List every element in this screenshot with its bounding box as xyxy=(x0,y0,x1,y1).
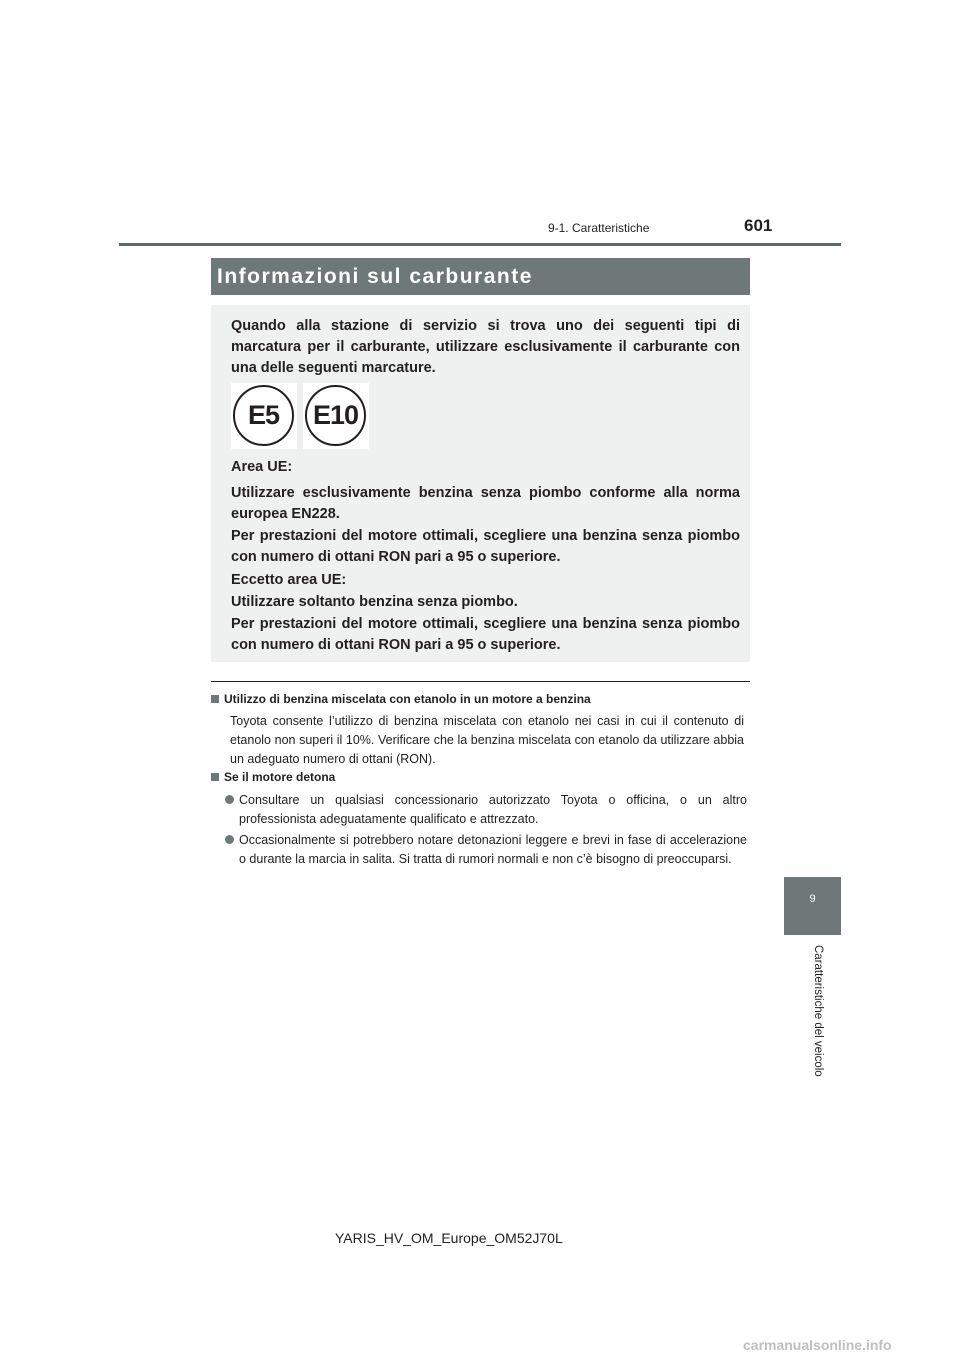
footer-document-code: YARIS_HV_OM_Europe_OM52J70L xyxy=(335,1230,563,1246)
eu-area-text-1: Utilizzare esclusivamente benzina senza piombo conforme alla norma europea EN228. xyxy=(231,485,740,522)
knock-bullet-2-text: Occasionalmente si potrebbero notare detonazioni leggere e brevi in fase di accelerazione o durante la marcia in salita. Si tratta di rumori normali e non c’è bisogno di preoccuparsi. xyxy=(239,833,747,866)
eu-area-text-2: Per prestazioni del motore ottimali, scegliere una benzina senza piombo con numero di ottani RON pari a 95 o superiore. xyxy=(231,528,740,565)
knock-bullet-1-text: Consultare un qualsiasi concessionario autorizzato Toyota o officina, o un altro professionista adeguatamente qualificato e attrezzato. xyxy=(239,793,747,826)
list-item xyxy=(225,791,747,829)
section-divider xyxy=(211,681,750,682)
square-bullet-icon xyxy=(211,773,219,781)
round-bullet-icon xyxy=(225,795,234,804)
non-eu-area-text-2: Per prestazioni del motore ottimali, scegliere una benzina senza piombo con numero di ottani RON pari a 95 o superiore. xyxy=(231,616,740,653)
round-bullet-icon xyxy=(225,835,234,844)
list-item xyxy=(225,831,747,869)
ethanol-section-text: Toyota consente l’utilizzo di benzina miscelata con etanolo nei casi in cui il contenuto di etanolo non superi il 10%. Verificare che la benzina miscelata con etanolo da utilizzare abbia un adeguato numero di ottani (RON). xyxy=(230,714,744,766)
non-eu-area-label: Eccetto area UE: xyxy=(231,572,347,588)
header-divider xyxy=(119,243,841,246)
e10-marking-icon xyxy=(303,383,369,449)
header-section-label: 9-1. Caratteristiche xyxy=(548,221,650,235)
e10-marking-label: E10 xyxy=(305,385,366,446)
eu-area-label: Area UE: xyxy=(231,459,293,475)
fuel-intro-text: Quando alla stazione di servizio si trova uno dei seguenti tipi di marcatura per il carburante, utilizzare esclusivamente il carburante con una delle seguenti marcature. xyxy=(231,318,740,376)
non-eu-area-text-1: Utilizzare soltanto benzina senza piombo. xyxy=(231,594,518,610)
ethanol-heading-text: Utilizzo di benzina miscelata con etanolo in un motore a benzina xyxy=(224,692,591,706)
watermark: carmanualsonline.info xyxy=(743,1337,892,1353)
square-bullet-icon xyxy=(211,695,219,703)
e5-marking-label: E5 xyxy=(233,385,294,446)
fuel-info-box xyxy=(211,305,750,662)
page-number: 601 xyxy=(744,216,773,235)
knock-section-heading xyxy=(211,770,335,784)
chapter-tab: 9 xyxy=(784,877,841,935)
chapter-tab-label: Caratteristiche del veicolo xyxy=(812,945,824,1077)
knock-heading-text: Se il motore detona xyxy=(224,770,336,784)
page-title: Informazioni sul carburante xyxy=(211,258,750,295)
ethanol-section-heading xyxy=(211,692,591,706)
e5-marking-icon xyxy=(231,383,297,449)
